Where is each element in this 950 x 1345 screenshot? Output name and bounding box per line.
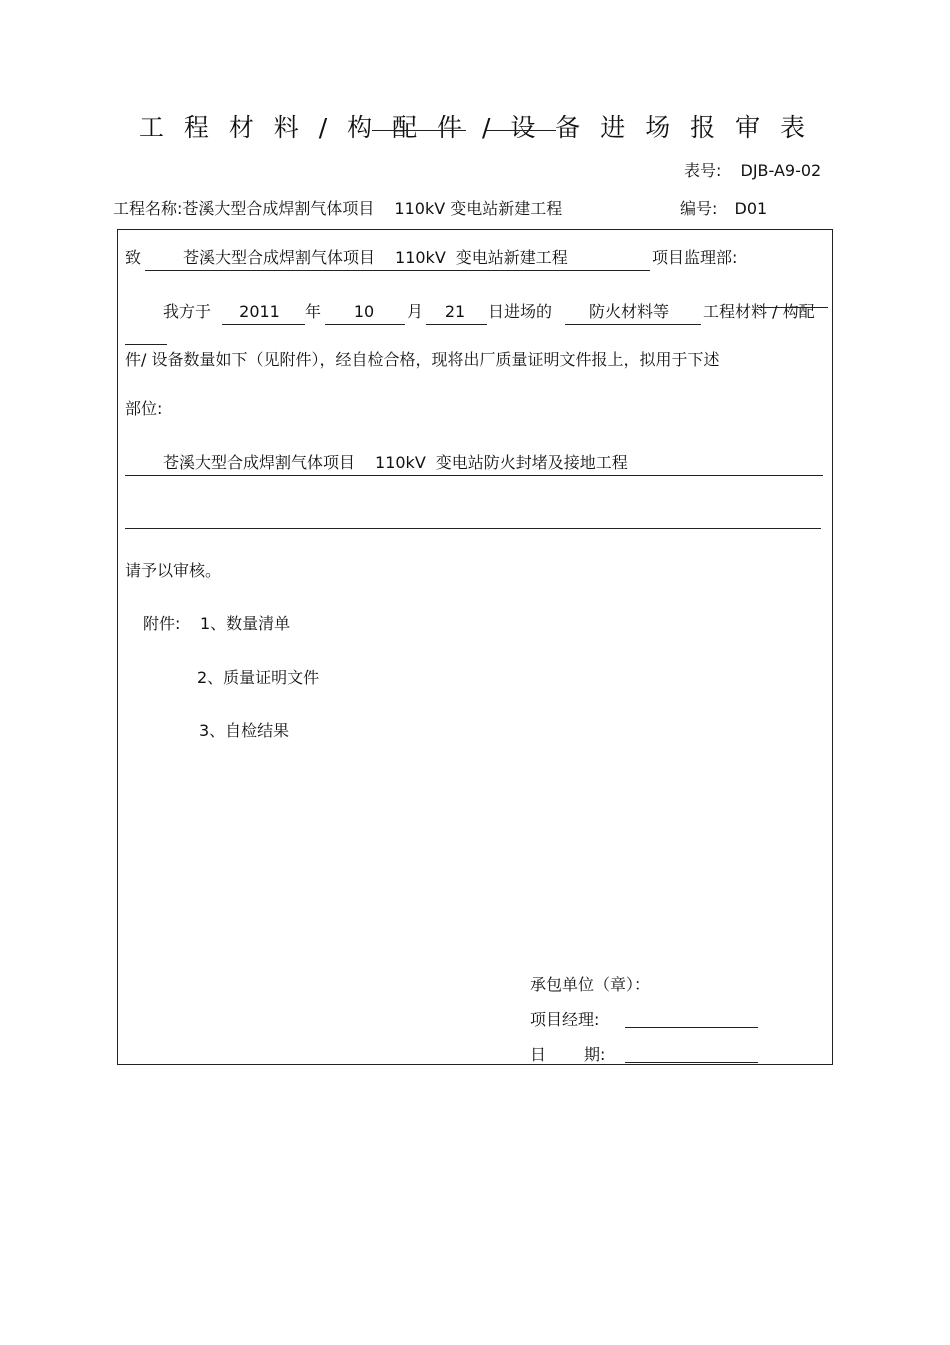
- form-number-value: DJB-A9-02: [740, 161, 822, 180]
- form-number-label: 表号:: [684, 161, 722, 180]
- recipient-name: [183, 247, 568, 269]
- location-a: 苍溪大型合成焊割气体项目: [163, 453, 356, 472]
- date-label-a: 日: [530, 1045, 547, 1064]
- project-name-value: 苍溪大型合成焊割气体项目: [182, 199, 375, 218]
- entry-day-unit: 日进场的: [488, 302, 553, 321]
- location-underline-2: [125, 506, 821, 529]
- page-title: [0, 108, 950, 144]
- entry-line-3: 部位:: [125, 399, 163, 418]
- title-part-3: /: [468, 113, 511, 142]
- project-name-value-2: 110kV 变电站新建工程: [394, 199, 563, 218]
- request-text: 请予以审核。: [125, 561, 222, 580]
- title-part-5: 进 场 报 审 表: [586, 113, 812, 142]
- to-prefix: 致: [125, 248, 142, 267]
- line-continuation: [125, 324, 167, 345]
- attachments-label: 附件:: [143, 614, 181, 633]
- location-c: 变电站防火封堵及接地工程: [435, 453, 628, 472]
- entry-text-1: 我方于: [163, 302, 212, 321]
- entry-year: 2011: [239, 302, 280, 321]
- title-strike-2: [486, 130, 556, 131]
- project-manager-label: 项目经理:: [530, 1010, 600, 1029]
- recipient-c: 变电站新建工程: [455, 248, 568, 267]
- location-underline-1: [125, 453, 823, 476]
- attachment-item: 3、自检结果: [199, 721, 290, 740]
- attachment-item: 2、质量证明文件: [197, 668, 320, 687]
- project-manager-signature-line: [625, 1006, 758, 1028]
- attachment-item: 1、数量清单: [200, 614, 291, 633]
- contractor-seal-label: 承包单位（章）：: [530, 975, 651, 994]
- project-name-label: 工程名称:: [113, 199, 183, 218]
- type-strike: [758, 307, 828, 308]
- title-part-1: 工 程 材 料 /: [138, 113, 348, 142]
- date-label-b: 期:: [584, 1045, 606, 1064]
- project-name-row: [113, 198, 562, 220]
- recipient-a: 苍溪大型合成焊割气体项目: [183, 248, 376, 267]
- entry-day: 21: [444, 302, 466, 321]
- entry-month: 10: [353, 302, 375, 321]
- serial-number-label: 编号:: [680, 199, 718, 218]
- location-b: 110kV: [375, 453, 426, 472]
- recipient-b: 110kV: [395, 248, 446, 267]
- title-part-2: 构 配 件: [347, 113, 469, 142]
- title-strike-1: [372, 130, 466, 131]
- serial-number-value: D01: [734, 199, 768, 218]
- entry-year-unit: 年: [305, 302, 322, 321]
- serial-number: [680, 198, 767, 220]
- entry-material: 防火材料等: [588, 302, 669, 321]
- date-label: [530, 1044, 605, 1066]
- form-number: [684, 160, 821, 182]
- entry-month-unit: 月: [407, 302, 424, 321]
- title-part-4: 设 备: [510, 113, 587, 142]
- to-suffix: 项目监理部:: [652, 248, 738, 267]
- date-signature-line: [625, 1041, 758, 1063]
- entry-line-2: 件/ 设备数量如下（见附件），经自检合格，现将出厂质量证明文件报上，拟用于下述: [125, 350, 720, 369]
- entry-type-text: 工程材料 / 构配: [703, 302, 815, 321]
